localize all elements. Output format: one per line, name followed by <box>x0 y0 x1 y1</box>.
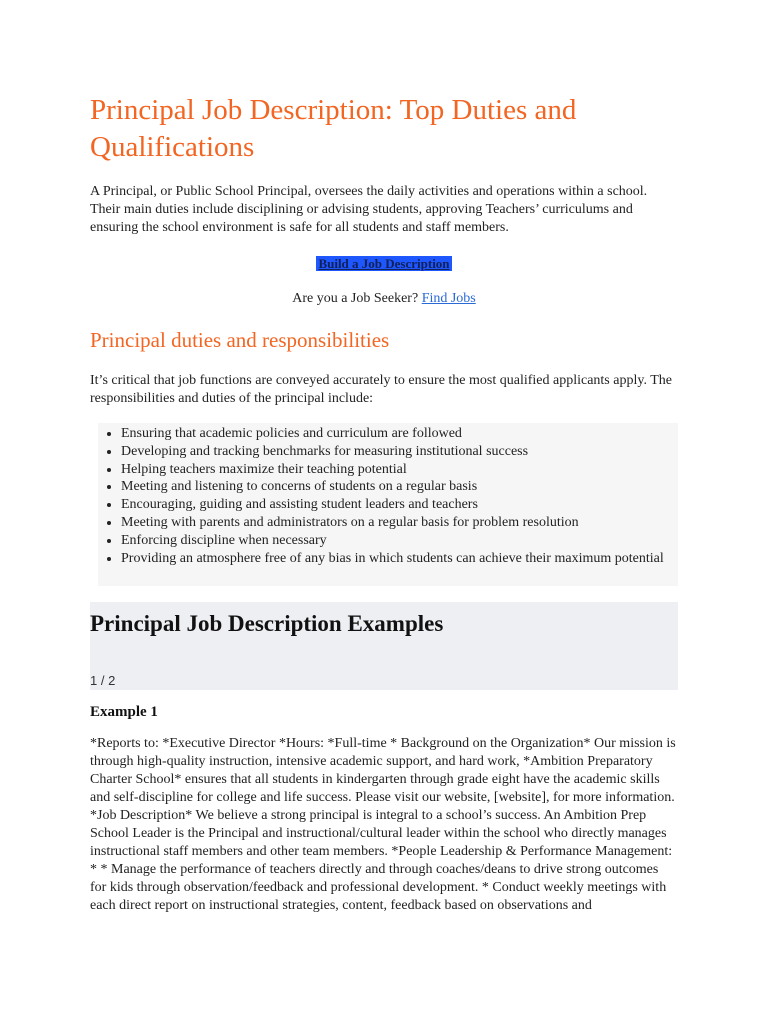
duties-list-box <box>98 423 678 586</box>
examples-header-box <box>90 602 678 690</box>
list-item: • Enforcing discipline when necessary <box>121 532 678 550</box>
duties-intro: It’s critical that job functions are conveyed accurately to ensure the most qualified applicants apply. The responsibilities and duties of the principal include: <box>90 373 672 406</box>
list-item: • Meeting and listening to concerns of students on a regular basis <box>121 478 678 496</box>
job-seeker-row <box>90 290 678 308</box>
find-jobs-link[interactable]: Find Jobs <box>421 291 476 306</box>
job-seeker-prompt: Are you a Job Seeker? <box>292 291 419 306</box>
examples-heading: Principal Job Description Examples <box>90 611 444 636</box>
cta-row <box>90 256 678 271</box>
list-item: • Helping teachers maximize their teaching potential <box>121 461 678 479</box>
intro-paragraph: A Principal, or Public School Principal, oversees the daily activities and operations within a school. Their main duties include disciplining or advising students, approving Teachers’ curriculums and ensuring the school environment is safe for all students and staff members. <box>90 184 648 235</box>
list-item: • Providing an atmosphere free of any bias in which students can achieve their maximum potential <box>121 550 678 568</box>
page-title: Principal Job Description: Top Duties and Qualifications <box>90 94 577 163</box>
example-pager[interactable]: 1 / 2 <box>90 673 116 688</box>
list-item: • Ensuring that academic policies and curriculum are followed <box>121 425 678 443</box>
list-item: • Meeting with parents and administrators on a regular basis for problem resolution <box>121 514 678 532</box>
list-item: • Encouraging, guiding and assisting student leaders and teachers <box>121 496 678 514</box>
list-item: • Developing and tracking benchmarks for measuring institutional success <box>121 443 678 461</box>
example-title: Example 1 <box>90 704 158 720</box>
duties-heading: Principal duties and responsibilities <box>90 328 390 352</box>
duties-list <box>98 423 678 567</box>
build-job-description-button[interactable]: Build a Job Description <box>318 256 450 271</box>
example-body: *Reports to: *Executive Director *Hours: *Full-time * Background on the Organization* Our mission is through high-quality instruction, intensive academic support, and hard work, *Ambition Preparatory Charter School* ensures that all students in kindergarten through grade eight have the academic skills and self-discipline for college and life success. Please visit our website, [website], for more information. *Job Description* We believe a strong principal is integral to a school’s success. An Ambition Prep School Leader is the Principal and instructional/cultural leader within the school who directly manages instructional staff members and other team members. *People Leadership & Performance Management: * * Manage the performance of teachers directly and through coaches/deans to drive strong outcomes for kids through observation/feedback and professional development. * Conduct weekly meetings with each direct report on instructional strategies, content, feedback based on observations and <box>90 736 676 913</box>
